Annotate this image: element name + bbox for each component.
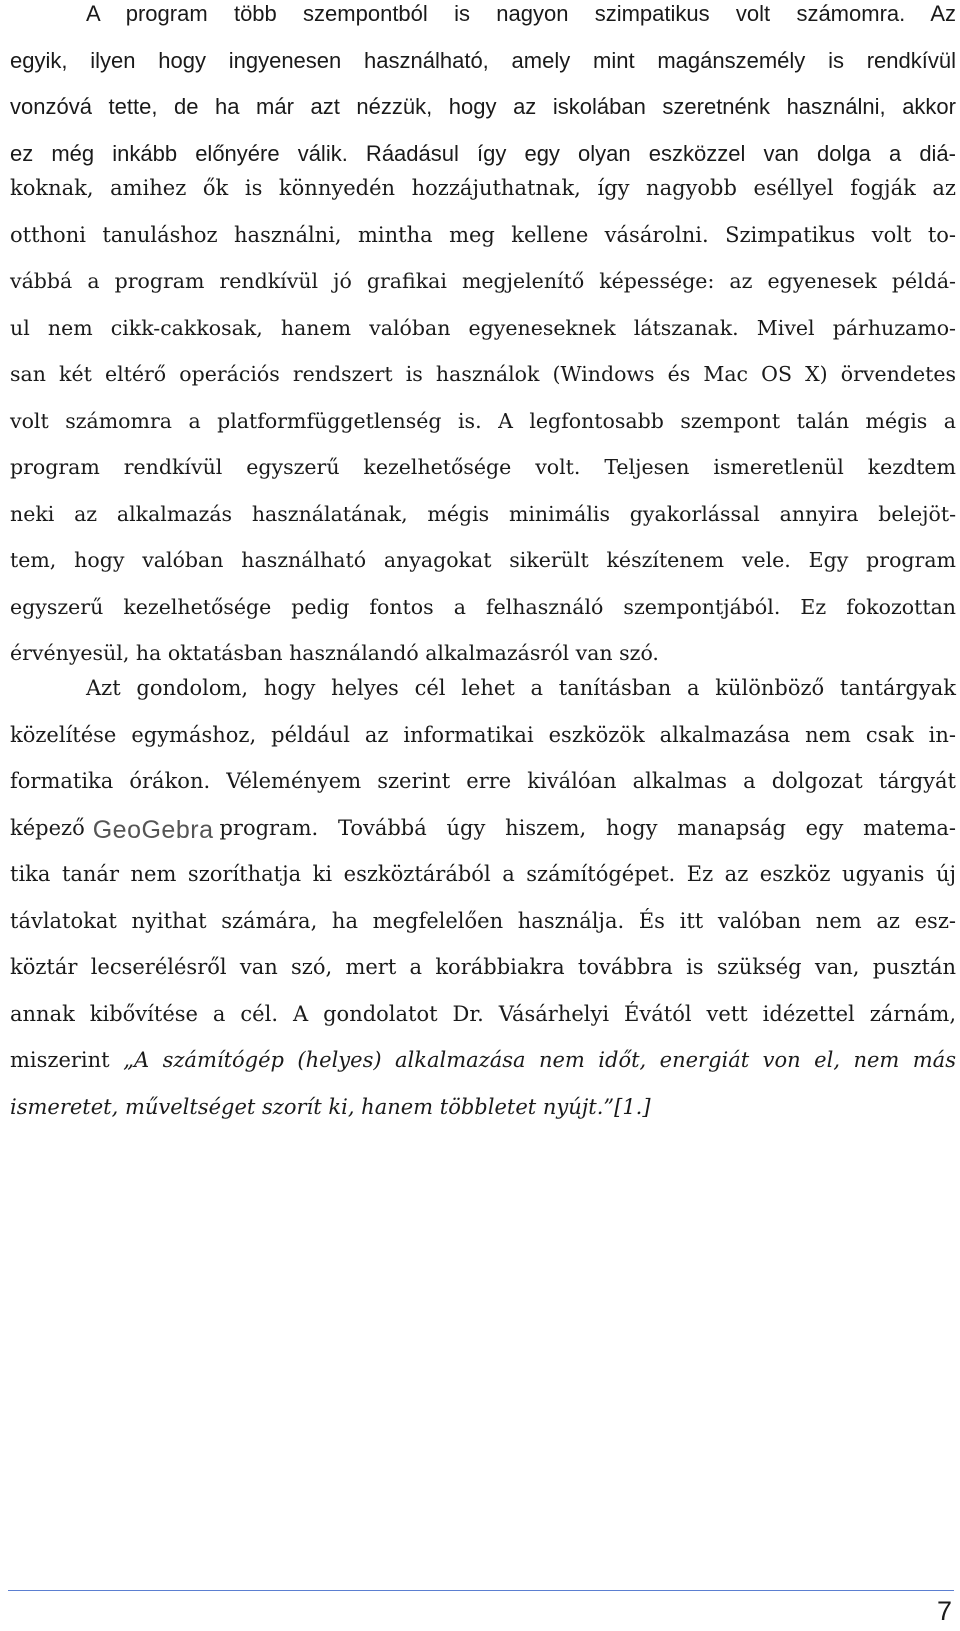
quote-line	[10, 1037, 956, 1084]
text-line: volt számomra a platformfüggetlenség is. A legfontosabb szempont talán mégis a	[10, 408, 956, 433]
text-line: neki az alkalmazás használatának, mégis minimális gyakorlással annyira belejöt-	[10, 501, 956, 526]
text-line: Azt gondolom, hogy helyes cél lehet a tanításban a különböző tantárgyak	[86, 676, 956, 700]
text-line-with-logo	[10, 805, 956, 852]
text-line: vábbá a program rendkívül jó grafikai megjelenítő képessége: az egyenesek példá-	[10, 269, 956, 293]
text-line: vonzóvá tette, de ha már azt nézzük, hogy az iskolában szeretnénk használni, akkor	[10, 94, 956, 119]
text-line: köztár lecserélésről van szó, mert a korábbiakra továbbra is szükség van, pusztán	[10, 955, 956, 979]
quote-intro: miszerint	[10, 1048, 124, 1072]
text-line: egyszerű kezelhetősége pedig fontos a felhasználó szempontjából. Ez fokozottan	[10, 594, 956, 619]
footer-rule	[8, 1590, 954, 1591]
text-line: egyik, ilyen hogy ingyenesen használható, amely mint magánszemély is rendkívül	[10, 47, 956, 73]
quote-text: ismeretet, műveltséget szorít ki, hanem többletet nyújt.”[1.]	[10, 1094, 651, 1119]
paragraph-1-continued	[10, 165, 956, 258]
page-number: 7	[936, 1596, 952, 1626]
quote-text: „A számítógép (helyes) alkalmazása nem időt, energiát von el, nem más	[123, 1048, 956, 1072]
geogebra-logo: GeoGebra	[92, 815, 214, 844]
quote-line	[10, 1084, 956, 1131]
text-line: ul nem cikk-cakkosak, hanem valóban egyeneseknek látszanak. Mivel párhuzamo-	[10, 315, 956, 340]
text-line: A program több szempontból is nagyon szimpatikus volt számomra. Az	[86, 1, 956, 26]
text-before-logo: képező	[10, 815, 85, 840]
paragraph-1-body	[10, 258, 956, 677]
text-line: tem, hogy valóban használható anyagokat sikerült készítenem vele. Egy program	[10, 548, 956, 572]
text-line: formatika órákon. Véleményem szerint erre kiválóan alkalmas a dolgozat tárgyát	[10, 769, 956, 793]
paragraph-1	[10, 0, 956, 177]
text-line: koknak, amihez ők is könnyedén hozzájuthatnak, így nagyobb eséllyel fogják az	[10, 176, 956, 200]
text-line: program rendkívül egyszerű kezelhetősége volt. Teljesen ismeretlenül kezdtem	[10, 455, 956, 479]
text-line: tika tanár nem szoríthatja ki eszköztárából a számítógépet. Ez az eszköz ugyanis új	[10, 862, 956, 886]
text-line: otthoni tanuláshoz használni, mintha meg kellene vásárolni. Szimpatikus volt to-	[10, 222, 956, 247]
text-line: annak kibővítése a cél. A gondolatot Dr. Vásárhelyi Évától vett idézettel zárnám,	[10, 1001, 956, 1026]
text-line: ez még inkább előnyére válik. Ráadásul így egy olyan eszközzel van dolga a diá-	[10, 140, 956, 166]
paragraph-2	[10, 665, 956, 1130]
text-line: san két eltérő operációs rendszert is használok (Windows és Mac OS X) örvendetes	[10, 362, 956, 386]
text-line: érvényesül, ha oktatásban használandó alkalmazásról van szó.	[10, 641, 659, 665]
text-line: közelítése egymáshoz, például az informatikai eszközök alkalmazása nem csak in-	[10, 722, 956, 747]
text-line: távlatokat nyithat számára, ha megfelelően használja. És itt valóban nem az esz-	[10, 908, 956, 933]
text-after-logo: program. Továbbá úgy hiszem, hogy manapság egy matema-	[219, 815, 956, 840]
